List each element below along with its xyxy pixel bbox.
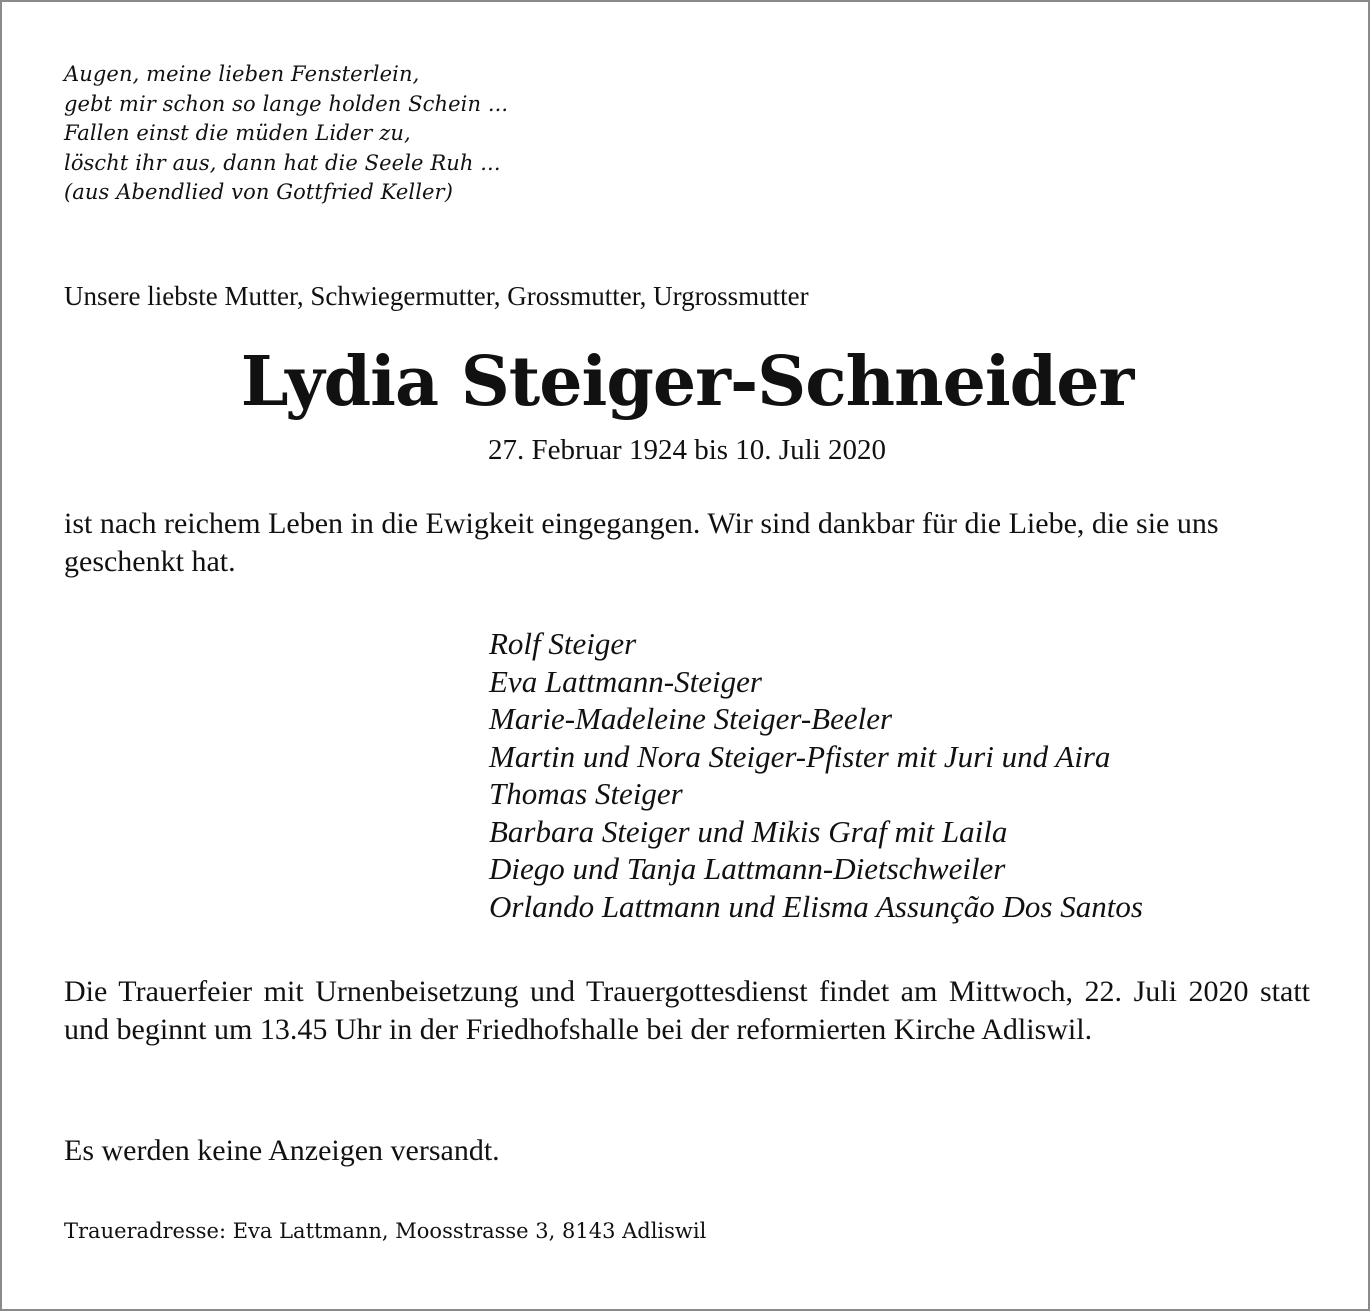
ceremony-paragraph: Die Trauerfeier mit Urnenbeisetzung und Trauergottesdienst findet am Mittwoch, 22. Juli 2020 statt und beginnt um 13.45 Uhr in der Friedhofshalle bei der reformierten Kirche Adliswil. [64,975,1310,1046]
mourning-address: Traueradresse: Eva Lattmann, Moosstrasse 3, 8143 Adliswil [64,1219,707,1243]
poem-source: (aus Abendlied von Gottfried Keller) [64,180,453,204]
mourner-entry: Martin und Nora Steiger-Pfister mit Juri und Aira [489,738,1111,774]
poem-line: gebt mir schon so lange holden Schein ... [64,91,509,116]
mourners-list [489,625,1143,925]
poem-line: Fallen einst die müden Lider zu, [64,121,411,145]
mourner-entry: Barbara Steiger und Mikis Graf mit Laila [489,813,1008,849]
poem-quote [64,60,508,208]
mourner-entry: Diego und Tanja Lattmann-Dietschweiler [489,851,1006,886]
mourner-entry: Marie-Madeleine Steiger-Beeler [489,701,893,736]
life-dates: 27. Februar 1924 bis 10. Juli 2020 [488,434,886,466]
no-announcements-note: Es werden keine Anzeigen versandt. [64,1134,500,1167]
deceased-name: Lydia Steiger-Schneider [240,342,1134,422]
intro-line: Unsere liebste Mutter, Schwiegermutter, Grossmutter, Urgrossmutter [64,281,809,311]
mourner-entry: Rolf Steiger [489,626,637,661]
mourner-entry: Thomas Steiger [489,776,683,811]
mourner-entry: Orlando Lattmann und Elisma Assunção Dos Santos [489,888,1143,924]
mourner-entry: Eva Lattmann-Steiger [489,663,762,699]
message-paragraph: ist nach reichem Leben in die Ewigkeit eingegangen. Wir sind dankbar für die Liebe, die sie uns geschenkt hat. [64,507,1219,578]
poem-line: Augen, meine lieben Fensterlein, [64,62,420,86]
poem-line: löscht ihr aus, dann hat die Seele Ruh ... [64,150,501,175]
